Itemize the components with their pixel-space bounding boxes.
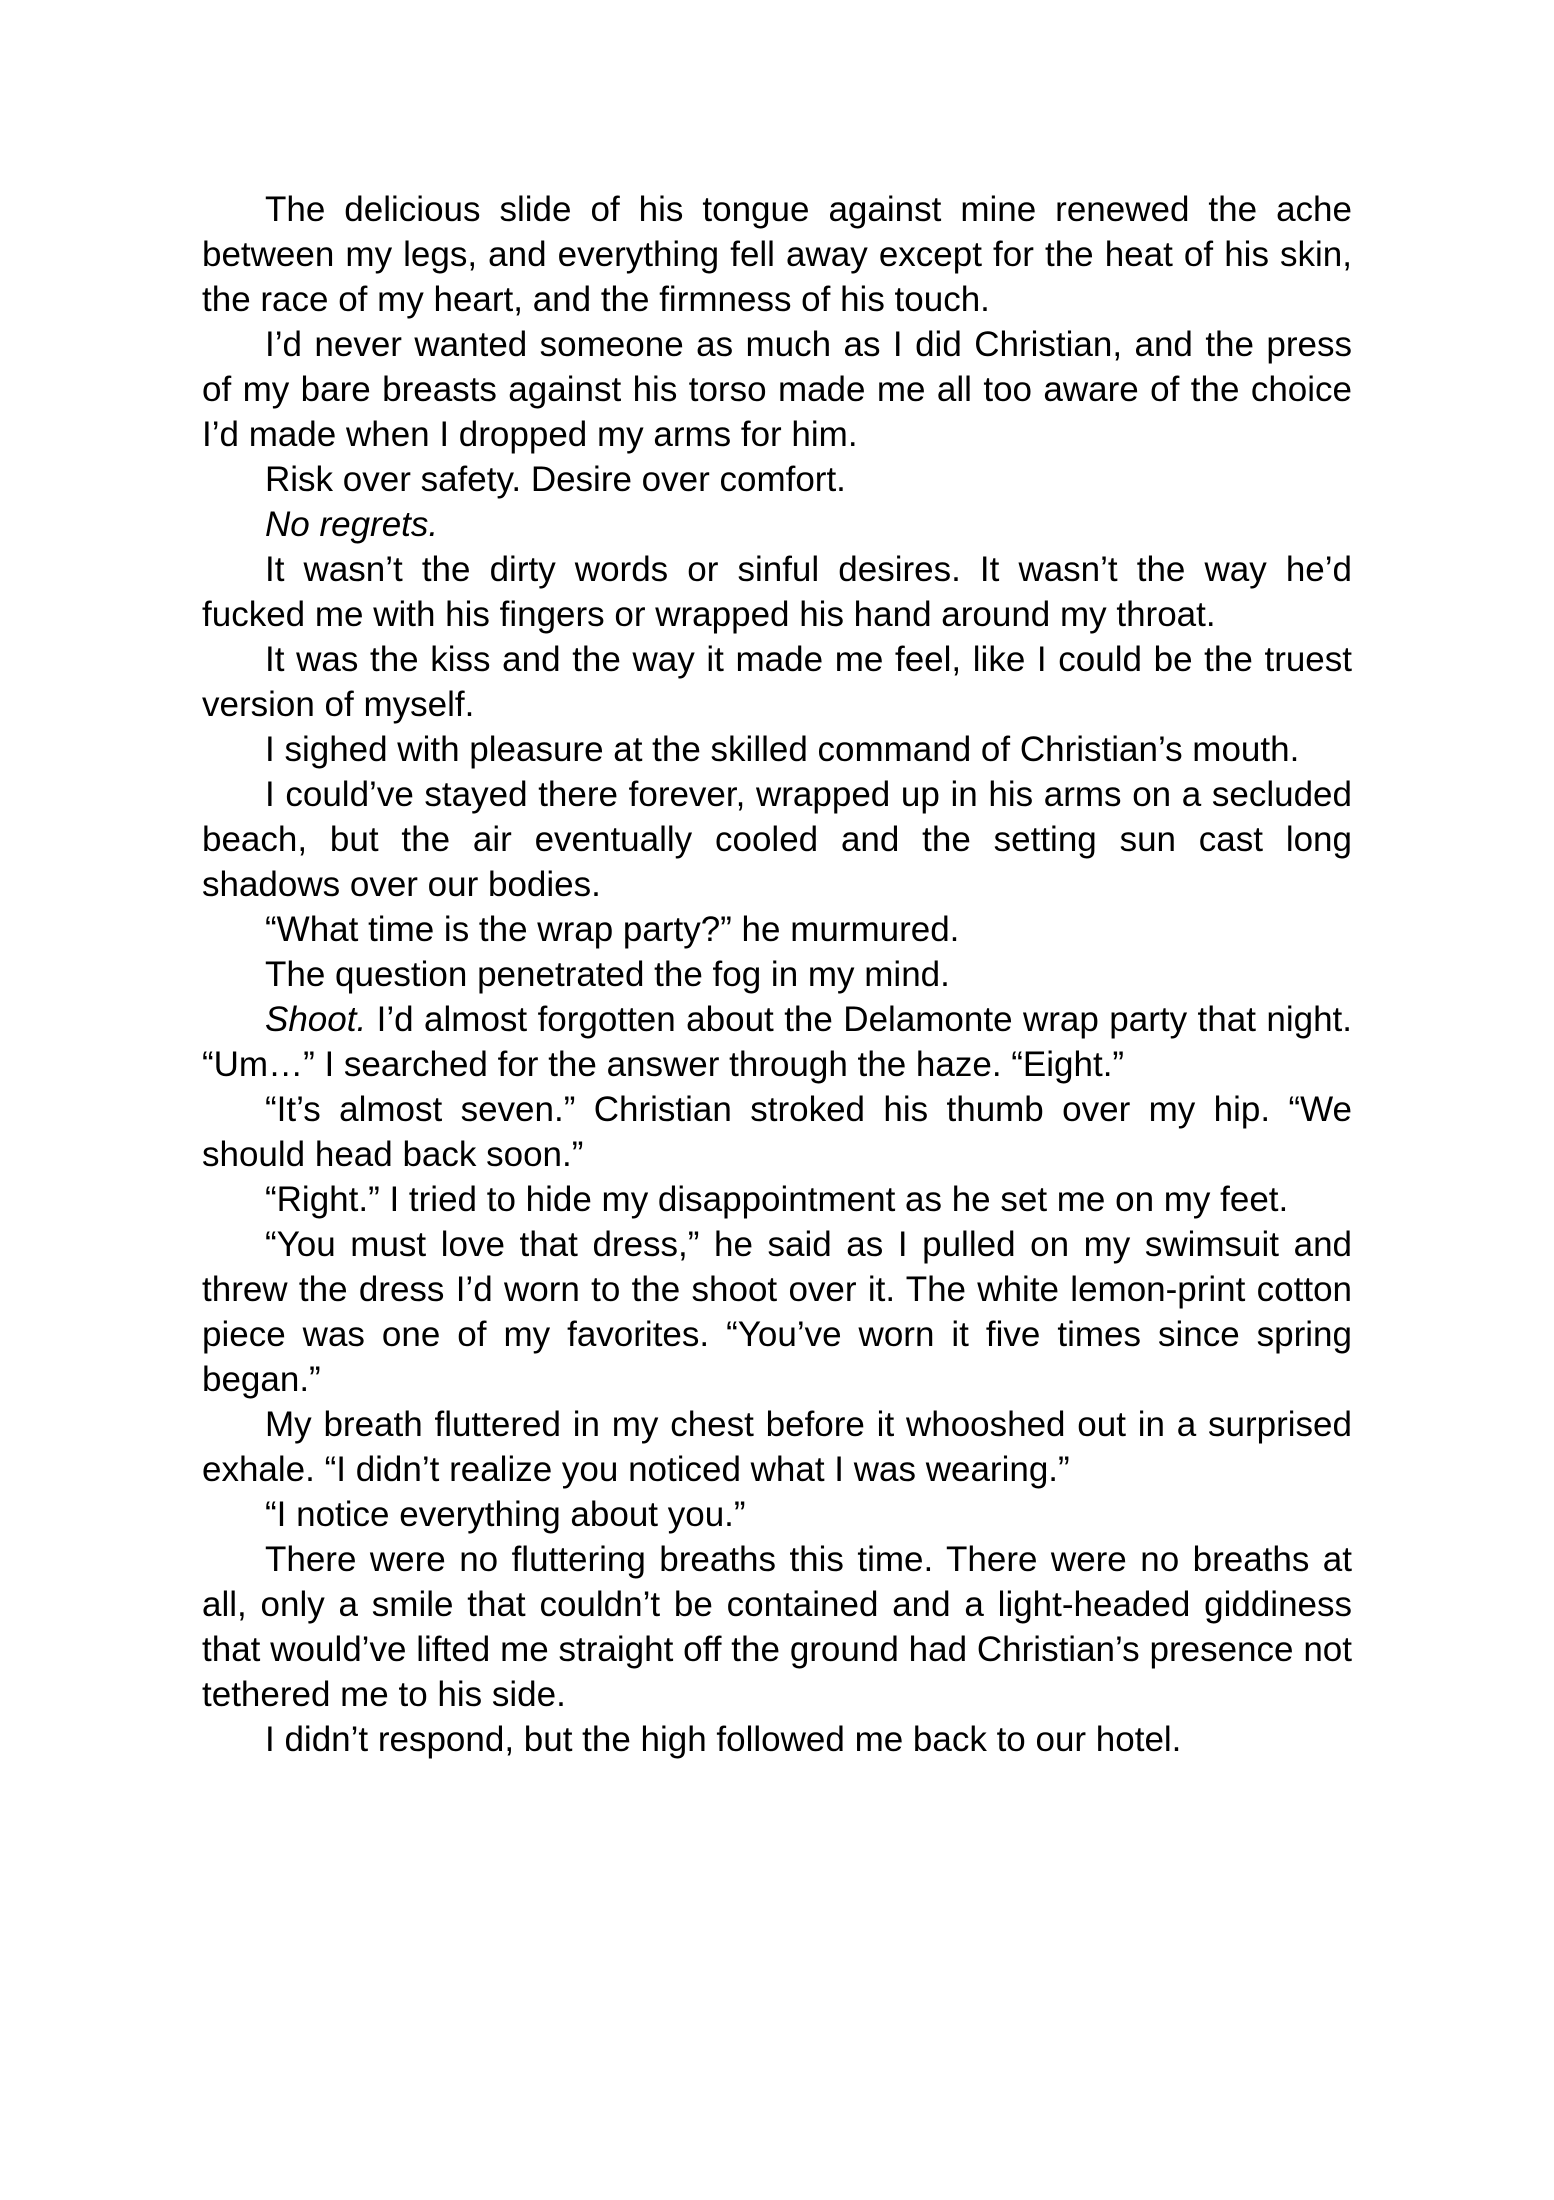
paragraph [202, 1222, 1352, 1402]
text-block [202, 187, 1352, 1762]
paragraph [202, 457, 1352, 502]
paragraph-segment: “What time is the wrap party?” he murmured. [265, 910, 960, 949]
paragraph-segment: It was the kiss and the way it made me feel, like I could be the truest version of myself. [202, 640, 1352, 724]
paragraph [202, 1717, 1352, 1762]
paragraph [202, 727, 1352, 772]
paragraph-segment: I didn’t respond, but the high followed me back to our hotel. [265, 1720, 1182, 1759]
paragraph-segment: “You must love that dress,” he said as I pulled on my swimsuit and threw the dress I’d worn to the shoot over it. The white lemon-print cotton piece was one of my favorites. “You’ve worn it five times since spring began.” [202, 1225, 1352, 1399]
paragraph-italic-segment: Shoot. [265, 1000, 367, 1039]
paragraph-segment: The question penetrated the fog in my mind. [265, 955, 950, 994]
paragraph [202, 1087, 1352, 1177]
paragraph-segment: My breath fluttered in my chest before it whooshed out in a surprised exhale. “I didn’t realize you noticed what I was wearing.” [202, 1405, 1352, 1489]
paragraph-segment: I’d almost forgotten about the Delamonte wrap party that night. “Um…” I searched for the answer through the haze. “Eight.” [202, 1000, 1352, 1084]
paragraph-italic-segment: No regrets. [265, 505, 439, 544]
paragraph [202, 547, 1352, 637]
paragraph [202, 772, 1352, 907]
paragraph-segment: I could’ve stayed there forever, wrapped up in his arms on a secluded beach, but the air eventually cooled and the setting sun cast long shadows over our bodies. [202, 775, 1352, 904]
paragraph-segment: “It’s almost seven.” Christian stroked his thumb over my hip. “We should head back soon.” [202, 1090, 1352, 1174]
paragraph [202, 637, 1352, 727]
paragraph-segment: It wasn’t the dirty words or sinful desires. It wasn’t the way he’d fucked me with his fingers or wrapped his hand around my throat. [202, 550, 1352, 634]
paragraph [202, 1177, 1352, 1222]
paragraph-segment: “Right.” I tried to hide my disappointment as he set me on my feet. [265, 1180, 1289, 1219]
paragraph [202, 907, 1352, 952]
paragraph [202, 952, 1352, 997]
paragraph-segment: “I notice everything about you.” [265, 1495, 746, 1534]
paragraph [202, 187, 1352, 322]
paragraph-segment: The delicious slide of his tongue against mine renewed the ache between my legs, and everything fell away except for the heat of his skin, the race of my heart, and the firmness of his touch. [202, 190, 1352, 319]
paragraph [202, 1537, 1352, 1717]
paragraph-segment: Risk over safety. Desire over comfort. [265, 460, 846, 499]
paragraph-segment: There were no fluttering breaths this time. There were no breaths at all, only a smile that couldn’t be contained and a light-headed giddiness that would’ve lifted me straight off the ground had Christian’s presence not tethered me to his side. [202, 1540, 1352, 1714]
paragraph [202, 322, 1352, 457]
paragraph [202, 997, 1352, 1087]
paragraph-segment: I sighed with pleasure at the skilled command of Christian’s mouth. [265, 730, 1300, 769]
paragraph-segment: I’d never wanted someone as much as I did Christian, and the press of my bare breasts against his torso made me all too aware of the choice I’d made when I dropped my arms for him. [202, 325, 1352, 454]
paragraph [202, 1492, 1352, 1537]
paragraph [202, 502, 1352, 547]
paragraph [202, 1402, 1352, 1492]
